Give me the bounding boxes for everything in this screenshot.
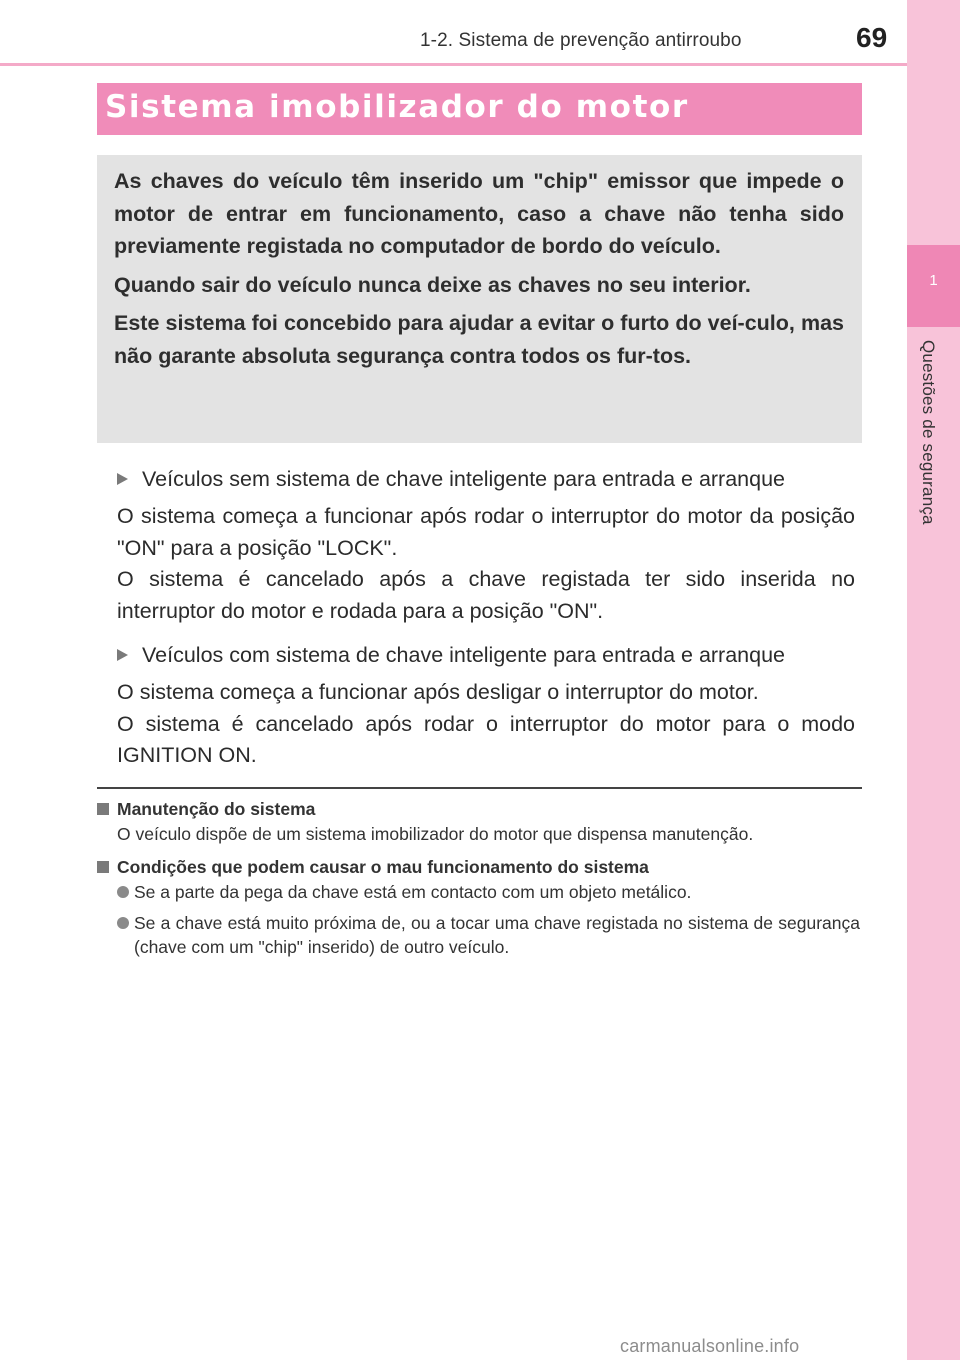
watermark: carmanualsonline.info: [620, 1336, 800, 1356]
notes-divider: [97, 787, 862, 789]
body-paragraph: O sistema começa a funcionar após desligar o interruptor do motor.: [117, 680, 759, 704]
chapter-title: Questões de segurança: [919, 340, 938, 525]
body-paragraph: O sistema é cancelado após a chave registada ter sido inserida no interruptor do motor e rodada para a posição "ON".: [117, 567, 855, 623]
square-bullet-icon: [97, 803, 109, 815]
intro-paragraph: Quando sair do veículo nunca deixe as chaves no seu interior.: [114, 272, 751, 297]
list-item-text: Se a parte da pega da chave está em contacto com um objeto metálico.: [134, 882, 692, 902]
list-item: [97, 880, 860, 904]
section-breadcrumb: 1-2. Sistema de prevenção antirroubo: [420, 30, 742, 51]
note-heading-text: Manutenção do sistema: [117, 799, 316, 819]
intro-box: [97, 155, 862, 443]
body-paragraph: O sistema começa a funcionar após rodar o interruptor do motor da posição "ON" para a posição "LOCK".: [117, 504, 855, 560]
section-heading-text: Veículos sem sistema de chave inteligente para entrada e arranque: [142, 467, 786, 491]
title-bar: [97, 83, 862, 135]
note-heading: [97, 796, 860, 822]
page-number: 69: [856, 22, 888, 53]
note-heading-text: Condições que podem causar o mau funcionamento do sistema: [117, 857, 649, 877]
intro-paragraph: Este sistema foi concebido para ajudar a evitar o furto do veí-culo, mas não garante absoluta segurança contra todos os fur-tos.: [114, 311, 844, 368]
section-heading-text: Veículos com sistema de chave inteligente para entrada e arranque: [142, 643, 786, 667]
note-text: O veículo dispõe de um sistema imobilizador do motor que dispensa manutenção.: [117, 824, 754, 844]
body-paragraph: O sistema é cancelado após rodar o interruptor do motor para o modo IGNITION ON.: [117, 711, 855, 767]
circle-bullet-icon: [117, 886, 129, 898]
intro-paragraph: As chaves do veículo têm inserido um "chip" emissor que impede o motor de entrar em funcionamento, caso a chave não tenha sido previamente registada no computador de bordo do veículo.: [114, 169, 844, 258]
section-heading: [117, 461, 855, 497]
side-tab-strip: [907, 0, 960, 1360]
triangle-bullet-icon: [117, 649, 128, 661]
note-heading: [97, 854, 860, 880]
chapter-number: 1: [929, 272, 938, 289]
square-bullet-icon: [97, 861, 109, 873]
circle-bullet-icon: [117, 917, 129, 929]
list-item-text: Se a chave está muito próxima de, ou a tocar uma chave registada no sistema de segurança (chave com um "chip" inserido) de outro veículo.: [134, 913, 860, 957]
header-divider: [0, 63, 907, 66]
section-heading: [117, 637, 855, 673]
main-body: [117, 461, 855, 772]
page-title: Sistema imobilizador do motor: [105, 89, 689, 125]
notes-section: [97, 796, 860, 966]
list-item: [97, 911, 860, 959]
triangle-bullet-icon: [117, 473, 128, 485]
